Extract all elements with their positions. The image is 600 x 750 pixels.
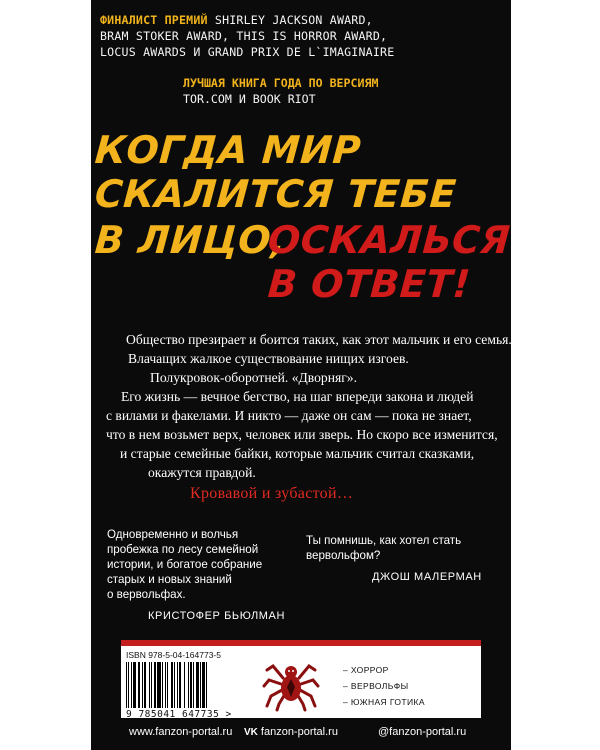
blurb-line: Влачащих жалкое существование нищих изгоев. [128, 351, 409, 366]
barcode-block [126, 650, 254, 720]
quote-left [107, 527, 282, 602]
info-panel [121, 646, 481, 718]
quote-left-author: КРИСТОФЕР БЬЮЛМАН [148, 610, 286, 622]
award-line-1: SHIRLEY JACKSON AWARD, [214, 13, 373, 27]
quote-line: Одновременно и волчья [107, 528, 239, 541]
genre-item: – ВЕРВОЛЬФЫ [343, 681, 409, 691]
finalist-label: ФИНАЛИСТ ПРЕМИЙ [100, 13, 208, 27]
slogan-line-3-yellow: В ЛИЦО, [93, 218, 288, 262]
genre-item: – ЮЖНАЯ ГОТИКА [343, 697, 425, 707]
award-line-3: LOCUS AWARDS И GRAND PRIX DE L`IMAGINAIRE [100, 45, 395, 59]
blurb-line: с вилами и факелами. И никто — даже он сам — пока не знает, [106, 408, 472, 423]
site-link[interactable]: www.fanzon-portal.ru [129, 726, 233, 738]
blurb-line: окажутся правдой. [148, 465, 256, 480]
slogan-line-1: КОГДА МИР [93, 128, 363, 172]
vk-link[interactable] [244, 726, 338, 738]
slogan-line-2: СКАЛИТСЯ ТЕБЕ [93, 172, 458, 216]
isbn-text: ISBN 978-5-04-164773-5 [126, 650, 221, 660]
genres-list [343, 662, 425, 710]
blurb-tagline: Кровавой и зубастой… [190, 485, 354, 502]
quote-line: Ты помнишь, как хотел стать [306, 534, 462, 547]
quote-line: старых и новых знаний [107, 573, 232, 586]
blurb-line: Полукровок-оборотней. «Дворняг». [150, 370, 357, 385]
quote-line: истории, и богатое собрание [107, 558, 263, 571]
best-book-label: ЛУЧШАЯ КНИГА ГОДА ПО ВЕРСИЯМ [183, 76, 379, 90]
blurb-line: Его жизнь — вечное бегство, на шаг впереди закона и людей [121, 389, 474, 404]
email-link[interactable]: @fanzon-portal.ru [378, 726, 467, 738]
genre-item: – ХОРРОР [343, 665, 389, 675]
blurb-line: и старые семейные байки, которые мальчик считал сказками, [120, 446, 475, 461]
best-book-sources: TOR.COM И BOOK RIOT [183, 92, 316, 106]
blurb-line: что в нем возьмет верх, человек или зверь. Но скоро все изменится, [106, 427, 498, 442]
slogan-line-4: В ОТВЕТ! [266, 262, 473, 306]
best-book-block [183, 75, 503, 107]
barcode-number: 9 785041 647735 > [126, 709, 232, 720]
quote-line: вервольфом? [306, 549, 381, 562]
vk-link-text: fanzon-portal.ru [260, 726, 338, 738]
quote-line: о вервольфах. [107, 588, 186, 601]
spider-icon [261, 652, 321, 712]
awards-block [100, 12, 500, 60]
slogan-line-3-red: ОСКАЛЬСЯ [266, 218, 512, 262]
barcode [126, 662, 254, 708]
blurb-line: Общество презирает и боится таких, как этот мальчик и его семья. [126, 332, 512, 347]
award-line-2: BRAM STOKER AWARD, THIS IS HORROR AWARD, [100, 29, 388, 43]
vk-icon: VK [244, 727, 258, 738]
quote-right [306, 533, 491, 563]
quote-line: пробежка по лесу семейной [107, 543, 259, 556]
quote-right-author: ДЖОШ МАЛЕРМАН [372, 571, 482, 583]
